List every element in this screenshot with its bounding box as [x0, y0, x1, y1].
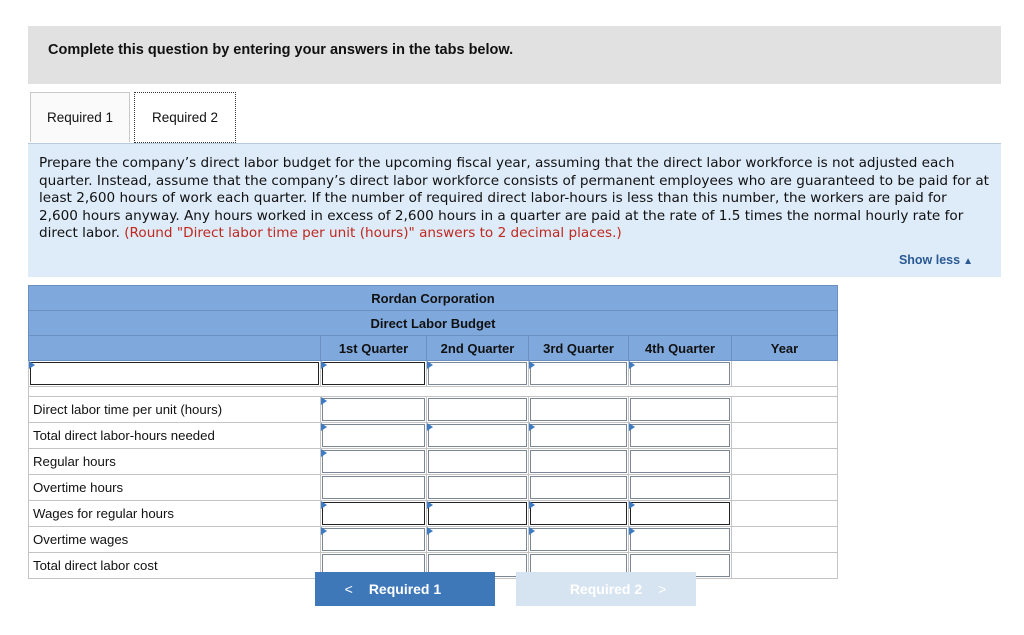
- input-marker-icon: [629, 423, 635, 431]
- input-field[interactable]: [321, 423, 426, 448]
- next-required-2-button[interactable]: [516, 572, 696, 606]
- input-field[interactable]: [321, 501, 426, 526]
- input-field[interactable]: [529, 397, 628, 422]
- input-cell: [427, 475, 529, 501]
- input-marker-icon: [321, 423, 327, 431]
- input-cell: [629, 527, 732, 553]
- input-cell: [629, 501, 732, 527]
- column-header-year: Year: [732, 336, 838, 361]
- table-row: [29, 475, 838, 501]
- column-header-label: [29, 336, 321, 361]
- input-field[interactable]: [321, 449, 426, 474]
- input-field[interactable]: [629, 423, 731, 448]
- input-cell: [629, 397, 732, 423]
- row-label: Total direct labor cost: [29, 553, 321, 579]
- column-header-row: [29, 336, 838, 361]
- instructions-panel: [28, 144, 1001, 277]
- year-cell: [732, 475, 838, 501]
- input-cell: [321, 397, 427, 423]
- input-marker-icon: [529, 501, 535, 509]
- input-field[interactable]: [321, 475, 426, 500]
- row-label: Wages for regular hours: [29, 501, 321, 527]
- input-field[interactable]: [427, 527, 528, 552]
- input-cell: [529, 475, 629, 501]
- input-field[interactable]: [529, 423, 628, 448]
- input-cell: [321, 449, 427, 475]
- chevron-left-icon: <: [344, 581, 353, 597]
- input-field[interactable]: [321, 361, 426, 386]
- input-field[interactable]: [321, 527, 426, 552]
- input-cell: [529, 449, 629, 475]
- input-marker-icon: [529, 361, 535, 369]
- input-marker-icon: [529, 527, 535, 535]
- year-cell: [732, 361, 838, 387]
- row-label: Total direct labor-hours needed: [29, 423, 321, 449]
- show-less-link[interactable]: [899, 253, 973, 267]
- next-button-label: Required 2: [569, 581, 643, 597]
- row-label: Regular hours: [29, 449, 321, 475]
- tab-required-1[interactable]: Required 1: [30, 92, 130, 142]
- input-cell: [321, 423, 427, 449]
- input-field[interactable]: [529, 361, 628, 386]
- row-label: Overtime wages: [29, 527, 321, 553]
- input-cell: [427, 361, 529, 387]
- year-cell: [732, 423, 838, 449]
- year-cell: [732, 527, 838, 553]
- input-cell: [629, 423, 732, 449]
- row-label: Direct labor time per unit (hours): [29, 397, 321, 423]
- label-input[interactable]: [29, 361, 320, 386]
- input-marker-icon: [321, 449, 327, 457]
- input-cell: [427, 501, 529, 527]
- column-header-q3: 3rd Quarter: [529, 336, 629, 361]
- input-marker-icon: [629, 361, 635, 369]
- input-cell: [427, 397, 529, 423]
- instructions-text: [39, 155, 989, 243]
- input-cell: [321, 501, 427, 527]
- input-marker-icon: [321, 501, 327, 509]
- input-cell: [321, 475, 427, 501]
- input-cell: [529, 361, 629, 387]
- input-marker-icon: [321, 361, 327, 369]
- input-cell: [529, 527, 629, 553]
- input-field[interactable]: [629, 501, 731, 526]
- input-field[interactable]: [427, 423, 528, 448]
- input-cell: [529, 397, 629, 423]
- company-name: Rordan Corporation: [29, 286, 838, 311]
- column-header-q2: 2nd Quarter: [427, 336, 529, 361]
- input-field[interactable]: [629, 449, 731, 474]
- table-spacer-row: [29, 387, 838, 397]
- label-input-cell: [29, 361, 321, 387]
- input-field[interactable]: [629, 397, 731, 422]
- input-cell: [629, 361, 732, 387]
- input-marker-icon: [321, 397, 327, 405]
- table-row-blank: [29, 361, 838, 387]
- rounding-note: (Round "Direct labor time per unit (hours)" answers to 2 decimal places.): [124, 225, 622, 241]
- input-field[interactable]: [427, 501, 528, 526]
- column-header-q4: 4th Quarter: [629, 336, 732, 361]
- input-cell: [629, 449, 732, 475]
- table-row: [29, 527, 838, 553]
- input-cell: [321, 361, 427, 387]
- input-field[interactable]: [427, 449, 528, 474]
- table-row: [29, 449, 838, 475]
- table-subtitle-row: [29, 311, 838, 336]
- tab-required-2[interactable]: Required 2: [134, 92, 236, 143]
- question-header: [28, 26, 1001, 84]
- year-cell: [732, 397, 838, 423]
- input-cell: [427, 527, 529, 553]
- input-field[interactable]: [629, 527, 731, 552]
- row-label: Overtime hours: [29, 475, 321, 501]
- direct-labor-budget-table: [28, 285, 838, 579]
- prev-required-1-button[interactable]: [315, 572, 495, 606]
- input-cell: [427, 449, 529, 475]
- question-header-title: Complete this question by entering your answers in the tabs below.: [48, 42, 514, 58]
- input-marker-icon: [529, 423, 535, 431]
- input-field[interactable]: [427, 397, 528, 422]
- year-cell: [732, 501, 838, 527]
- chevron-right-icon: >: [658, 581, 667, 597]
- input-marker-icon: [427, 527, 433, 535]
- triangle-up-icon: ▲: [963, 256, 973, 267]
- year-cell: [732, 553, 838, 579]
- input-marker-icon: [29, 361, 35, 369]
- table-title-row: [29, 286, 838, 311]
- input-field[interactable]: [427, 475, 528, 500]
- budget-title: Direct Labor Budget: [29, 311, 838, 336]
- input-field[interactable]: [529, 501, 628, 526]
- input-field[interactable]: [321, 397, 426, 422]
- input-marker-icon: [629, 527, 635, 535]
- instructions-body: Prepare the company’s direct labor budget for the upcoming fiscal year, assuming that the direct labor workforce is not adjusted each quarter. Instead, assume that the company’s direct labor workforce consists of permanent employees who are guaranteed to be paid for at least 2,600 hours of work each quarter. If the number of required direct labor-hours is less than this number, the workers are paid for 2,600 hours anyway. Any hours worked in excess of 2,600 hours in a quarter are paid at the rate of 1.5 times the normal hourly rate for direct labor.: [39, 155, 990, 241]
- input-cell: [321, 527, 427, 553]
- input-field[interactable]: [629, 475, 731, 500]
- input-marker-icon: [427, 361, 433, 369]
- input-marker-icon: [629, 501, 635, 509]
- input-field[interactable]: [529, 527, 628, 552]
- year-cell: [732, 449, 838, 475]
- table-row: [29, 423, 838, 449]
- show-less-label: Show less: [898, 253, 961, 267]
- input-marker-icon: [427, 501, 433, 509]
- input-cell: [629, 475, 732, 501]
- input-field[interactable]: [529, 449, 628, 474]
- column-header-q1: 1st Quarter: [321, 336, 427, 361]
- input-cell: [529, 501, 629, 527]
- input-field[interactable]: [529, 475, 628, 500]
- table-row: [29, 397, 838, 423]
- input-marker-icon: [427, 423, 433, 431]
- input-field[interactable]: [629, 361, 731, 386]
- prev-button-label: Required 1: [368, 581, 442, 597]
- input-field[interactable]: [427, 361, 528, 386]
- input-marker-icon: [321, 527, 327, 535]
- table-row: [29, 501, 838, 527]
- input-cell: [529, 423, 629, 449]
- input-cell: [427, 423, 529, 449]
